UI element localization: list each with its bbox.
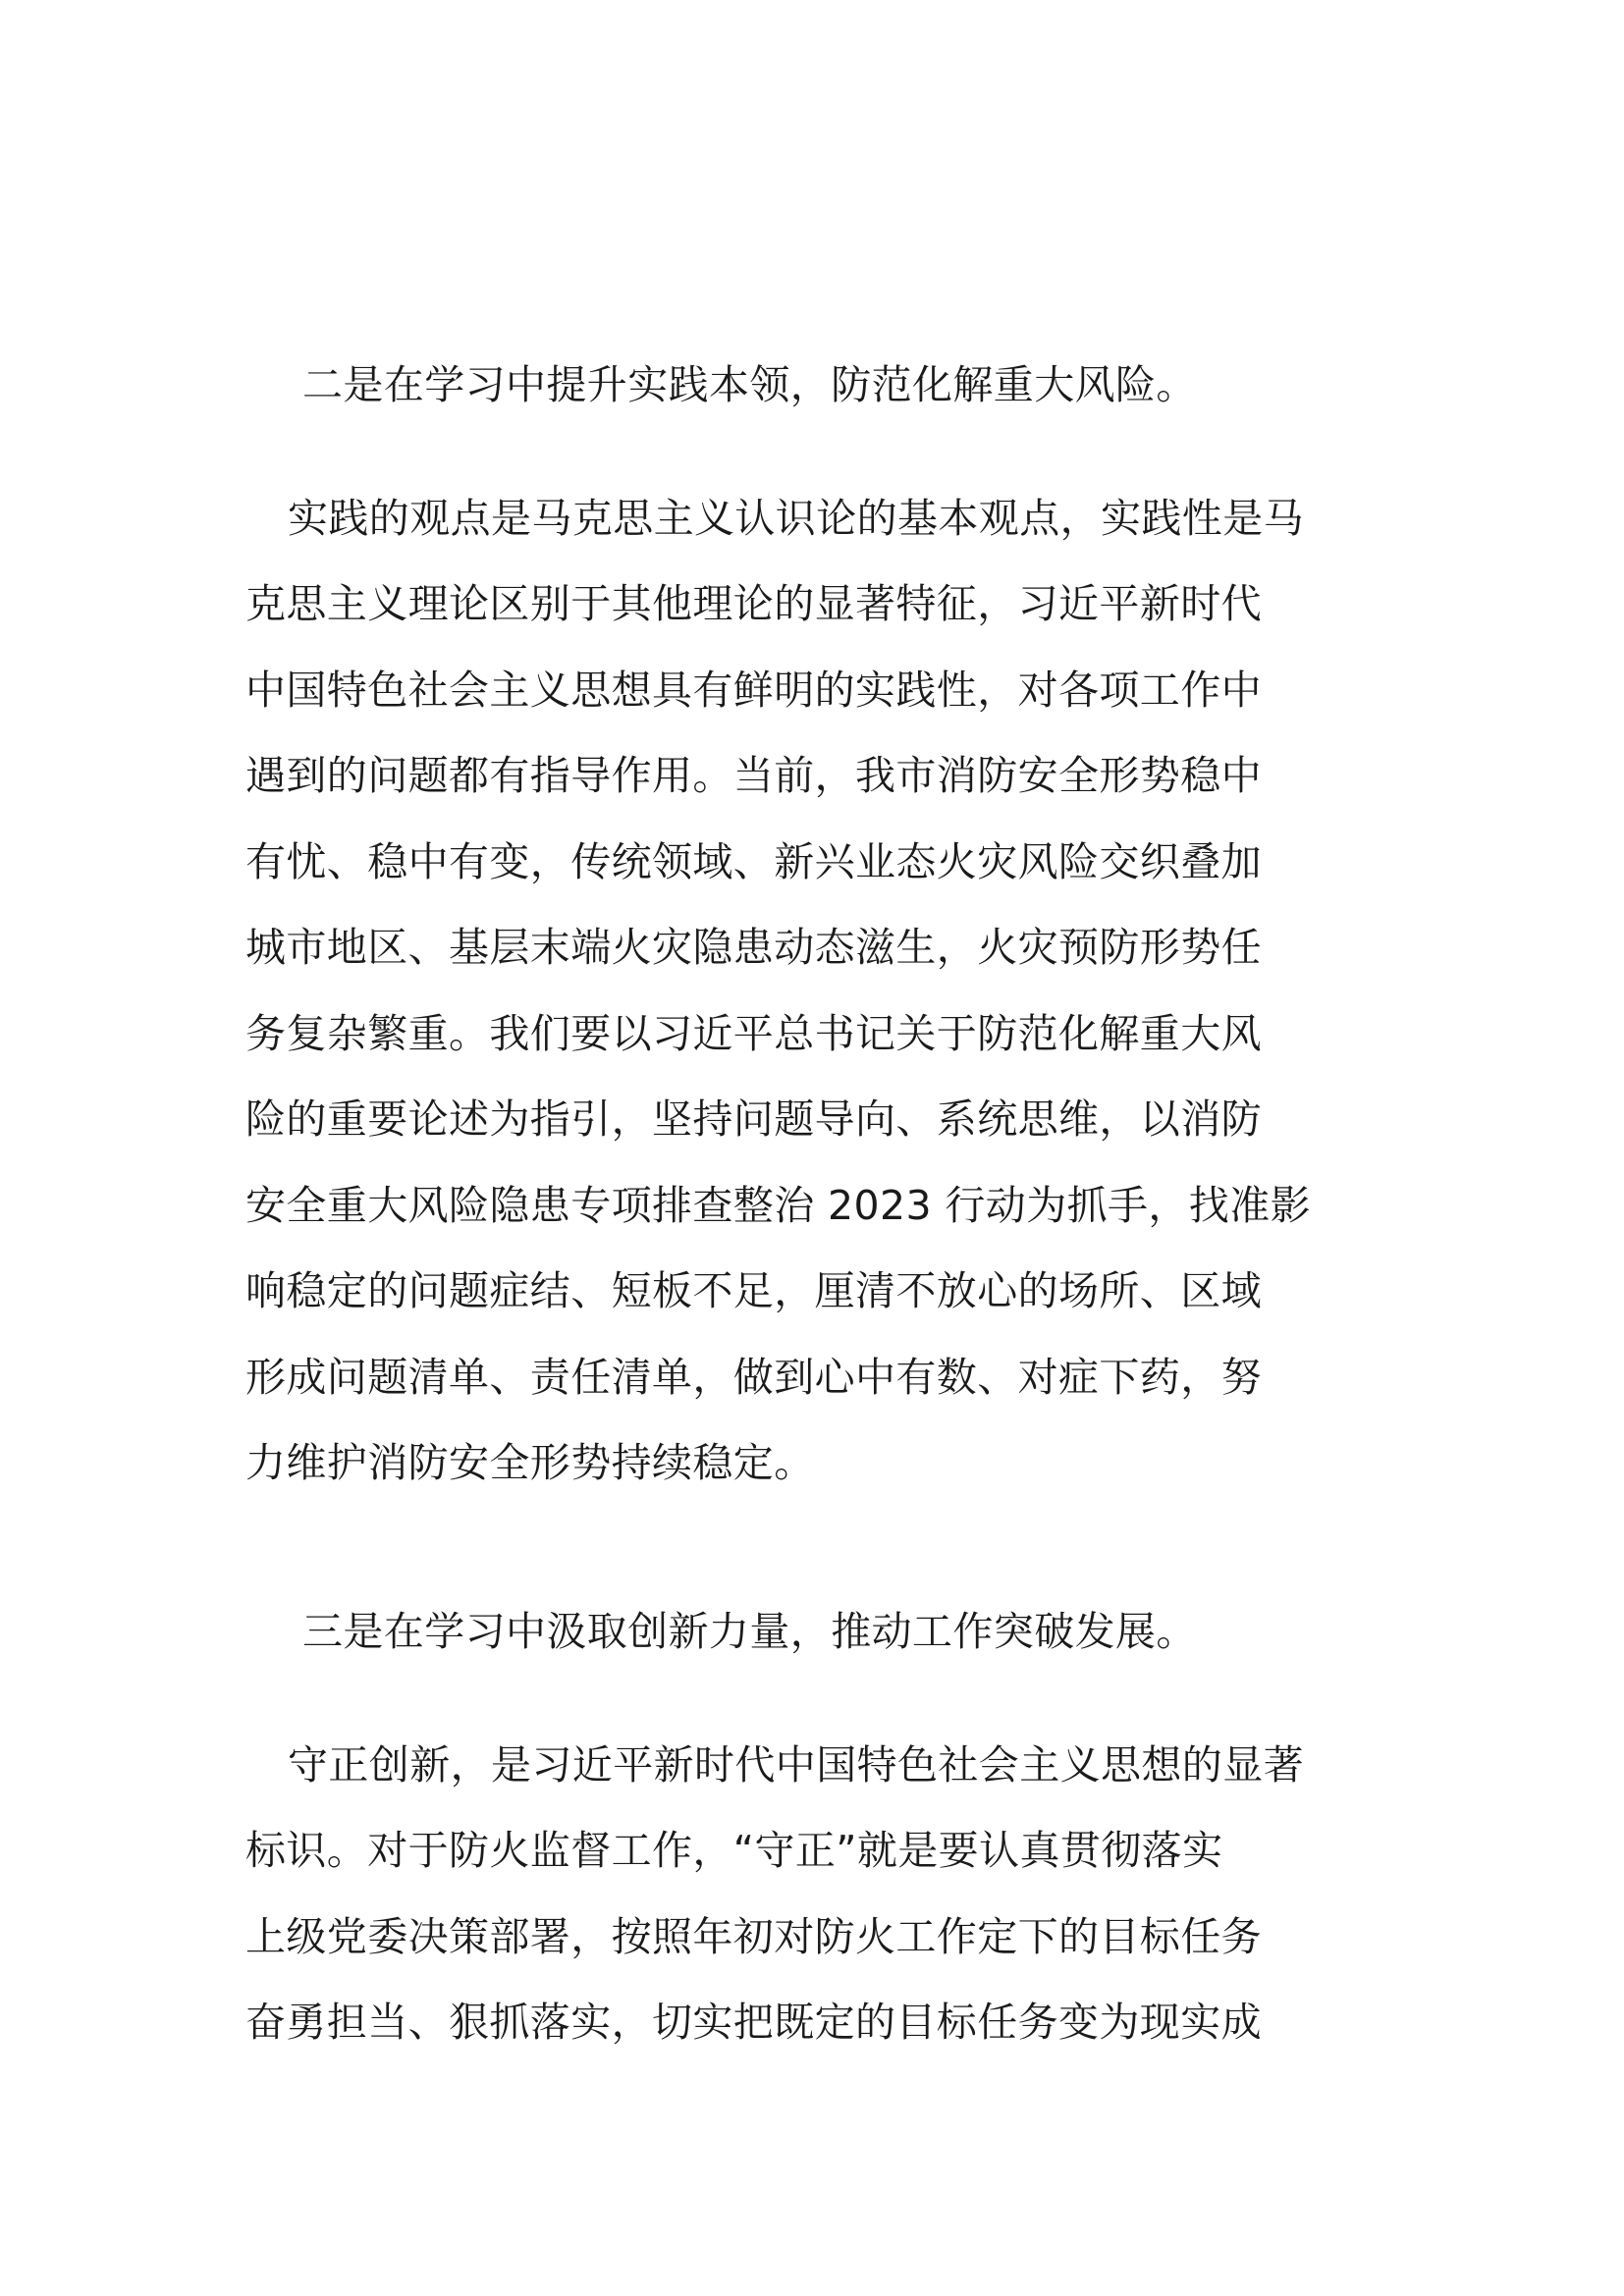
paragraph-line: 克思主义理论区别于其他理论的显著特征，习近平新时代	[245, 580, 1262, 627]
paragraph-line: 安全重大风险隐患专项排查整治 2023 行动为抓手，找准影	[245, 1182, 1312, 1229]
paragraph-line: 务复杂繁重。我们要以习近平总书记关于防范化解重大风	[245, 1010, 1262, 1057]
paragraph-line: 险的重要论述为指引，坚持问题导向、系统思维，以消防	[245, 1095, 1262, 1143]
paragraph-line: 奋勇担当、狠抓落实，切实把既定的目标任务变为现实成	[245, 1999, 1262, 2046]
paragraph-line: 力维护消防安全形势持续稳定。	[245, 1439, 815, 1486]
paragraph-line: 标识。对于防火监督工作，“守正”就是要认真贯彻落实	[245, 1827, 1223, 1874]
paragraph-line: 响稳定的问题症结、短板不足，厘清不放心的场所、区域	[245, 1267, 1262, 1314]
paragraph-line: 守正创新，是习近平新时代中国特色社会主义思想的显著	[288, 1741, 1304, 1789]
paragraph-line: 遇到的问题都有指导作用。当前，我市消防安全形势稳中	[245, 752, 1262, 799]
paragraph-line: 形成问题清单、责任清单，做到心中有数、对症下药，努	[245, 1354, 1262, 1401]
paragraph-line: 城市地区、基层末端火灾隐患动态滋生，火灾预防形势任	[245, 924, 1262, 971]
section-heading-2: 二是在学习中提升实践本领，防范化解重大风险。	[302, 361, 1197, 408]
paragraph-line: 上级党委决策部署，按照年初对防火工作定下的目标任务	[245, 1913, 1262, 1960]
section-heading-3: 三是在学习中汲取创新力量，推动工作突破发展。	[302, 1608, 1197, 1655]
paragraph-line: 中国特色社会主义思想具有鲜明的实践性，对各项工作中	[245, 667, 1262, 714]
paragraph-line: 有忧、稳中有变，传统领域、新兴业态火灾风险交织叠加	[245, 838, 1262, 885]
paragraph-line: 实践的观点是马克思主义认识论的基本观点，实践性是马	[288, 495, 1304, 542]
